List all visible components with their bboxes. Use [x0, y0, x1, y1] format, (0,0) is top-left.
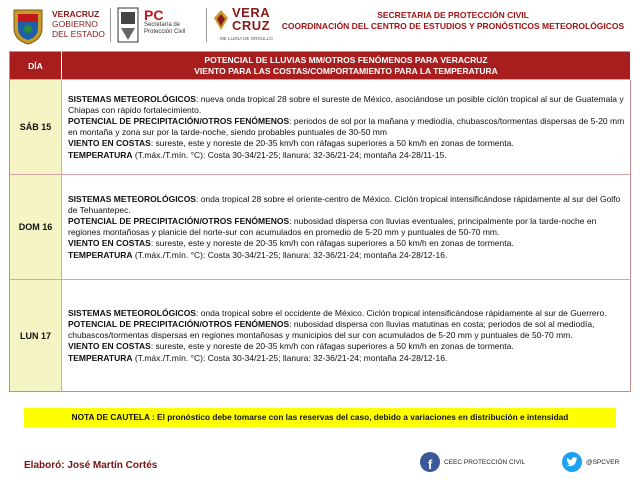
column-header-line1: POTENCIAL DE LLUVIAS MM/OTROS FENÓMENOS PARA VERACRUZ — [204, 54, 488, 65]
potencial-text: : periodos de sol por la mañana y mediodía, chubascos/tormentas dispersas de 5-20 mm en montaña y zona sur por la tarde-noche, siendo probables puntuales de 30-50 mm — [68, 116, 625, 137]
pc-acronym: PC — [144, 7, 164, 23]
pc-line1: Secretaría de — [144, 22, 181, 28]
twitter-link[interactable] — [562, 452, 619, 472]
twitter-icon — [562, 452, 582, 472]
viento-paragraph — [68, 341, 626, 352]
page-title — [278, 10, 628, 32]
sistemas-text: : nueva onda tropical 28 sobre el sureste de México, asociándose un posible ciclón tropical al sur de Guatemala y Chiapas con rápido fortalecimiento. — [68, 94, 624, 115]
forecast-cell — [62, 175, 631, 280]
potencial-paragraph — [68, 319, 626, 340]
column-header-day: DÍA — [10, 52, 62, 80]
page-header — [0, 0, 640, 50]
forecast-cell — [62, 280, 631, 392]
viento-label: VIENTO EN COSTAS — [68, 238, 151, 248]
viento-paragraph — [68, 238, 626, 249]
temperatura-label: TEMPERATURA — [68, 249, 133, 260]
civil-protection-text — [144, 8, 185, 36]
veracruz-line3: DEL ESTADO — [52, 29, 105, 39]
brand-tagline: ME LLENA DE ORGULLO — [220, 36, 273, 41]
veracruz-government-text — [52, 9, 105, 39]
temperatura-paragraph — [68, 150, 626, 161]
temperatura-label: TEMPERATURA — [68, 352, 133, 363]
potencial-label: POTENCIAL DE PRECIPITACIÓN/OTROS FENÓMENOS — [68, 319, 290, 330]
temperatura-text: (T.máx./T.mín. °C): Costa 30-34/21-25; llanura: 32-36/21-24; montaña 24-28/12-16. — [132, 249, 448, 260]
day-cell: DOM 16 — [10, 175, 62, 280]
viento-label: VIENTO EN COSTAS — [68, 138, 151, 148]
brand-leaf-icon — [212, 8, 230, 32]
facebook-link[interactable] — [420, 452, 525, 472]
logo-divider — [206, 8, 207, 42]
potencial-paragraph — [68, 116, 626, 137]
twitter-bird-icon — [566, 457, 578, 467]
potencial-label: POTENCIAL DE PRECIPITACIÓN/OTROS FENÓMENOS — [68, 116, 290, 126]
brand-vera: VERA — [232, 5, 271, 20]
viento-text: : sureste, este y noreste de 20-35 km/h con ráfagas superiores a 50 km/h en zonas de tormenta. — [150, 138, 514, 148]
civil-protection-emblem — [116, 6, 140, 44]
viento-paragraph — [68, 138, 626, 149]
sistemas-paragraph — [68, 308, 626, 319]
veracruz-line1: VERACRUZ — [52, 9, 100, 19]
brand-cruz: CRUZ — [232, 18, 271, 33]
table-row — [10, 175, 631, 280]
table-header-row — [10, 52, 631, 80]
facebook-label: CEEC PROTECCIÓN CIVIL — [444, 458, 526, 466]
potencial-text: : nubosidad dispersa con lluvias matutinas en costa; periodos de sol al mediodía, chubascos/tormentas dispersas en regiones montañosas y municipios del sur con acumulados de 5-20 mm y puntuales de 50-70 mm. — [68, 319, 595, 340]
author-credit: Elaboró: José Martín Cortés — [24, 460, 158, 471]
sistemas-label: SISTEMAS METEOROLÓGICOS — [68, 194, 196, 204]
forecast-table — [9, 51, 631, 392]
column-header-line2: VIENTO PARA LAS COSTAS/COMPORTAMIENTO PARA LA TEMPERATURA — [194, 65, 498, 76]
sistemas-text: : onda tropical 28 sobre el oriente-centro de México. Ciclón tropical intensificándose rápidamente al sur del Golfo de Tehuantepec. — [68, 194, 621, 215]
temperatura-text: (T.máx./T.mín. °C): Costa 30-34/21-25; llanura: 32-36/21-24; montaña 24-28/11-15. — [132, 149, 447, 160]
caution-note: NOTA DE CAUTELA : El pronóstico debe tomarse con las reservas del caso, debido a variaciones en distribución e intensidad — [24, 408, 616, 427]
column-header-forecast — [62, 52, 631, 80]
veracruz-line2: GOBIERNO — [52, 19, 98, 29]
logo-divider — [110, 8, 111, 42]
pc-line2: Protección Civil — [144, 29, 186, 35]
title-line2: COORDINACIÓN DEL CENTRO DE ESTUDIOS Y PRONÓSTICOS METEOROLÓGICOS — [281, 21, 625, 31]
temperatura-text: (T.máx./T.mín. °C): Costa 30-34/21-25; llanura: 32-36/21-24; montaña 24-28/12-16. — [132, 352, 448, 363]
table-row — [10, 80, 631, 175]
day-cell: LUN 17 — [10, 280, 62, 392]
temperatura-paragraph — [68, 250, 626, 261]
potencial-text: : nubosidad dispersa con lluvias eventuales, principalmente por la tarde-noche en regiones montañosas y planicie del norte-sur con acumulados en promedio de 5-20 mm y puntuales de 50-70 mm. — [68, 216, 597, 237]
temperatura-label: TEMPERATURA — [68, 149, 133, 160]
day-cell: SÁB 15 — [10, 80, 62, 175]
title-line1: SECRETARIA DE PROTECCIÓN CIVIL — [377, 10, 529, 20]
viento-text: : sureste, este y noreste de 20-35 km/h con ráfagas superiores a 50 km/h en zonas de tormenta. — [150, 238, 514, 248]
twitter-label: @SPCVER — [586, 458, 620, 466]
temperatura-paragraph — [68, 353, 626, 364]
potencial-label: POTENCIAL DE PRECIPITACIÓN/OTROS FENÓMENOS — [68, 216, 290, 226]
table-row — [10, 280, 631, 392]
veracruz-shield-logo — [8, 6, 48, 46]
veracruz-brand-logo — [212, 6, 272, 46]
forecast-cell — [62, 80, 631, 175]
sistemas-paragraph — [68, 194, 626, 215]
sistemas-text: : onda tropical sobre el occidente de México. Ciclón tropical intensificándose rápidamente al sur de Guerrero. — [195, 307, 607, 318]
facebook-icon: f — [420, 452, 440, 472]
sistemas-label: SISTEMAS METEOROLÓGICOS — [68, 307, 196, 318]
sistemas-paragraph — [68, 94, 626, 115]
viento-text: : sureste, este y noreste de 20-35 km/h con ráfagas superiores a 50 km/h en zonas de tormenta. — [150, 341, 514, 352]
viento-label: VIENTO EN COSTAS — [68, 341, 151, 352]
sistemas-label: SISTEMAS METEOROLÓGICOS — [68, 94, 196, 104]
potencial-paragraph — [68, 216, 626, 237]
